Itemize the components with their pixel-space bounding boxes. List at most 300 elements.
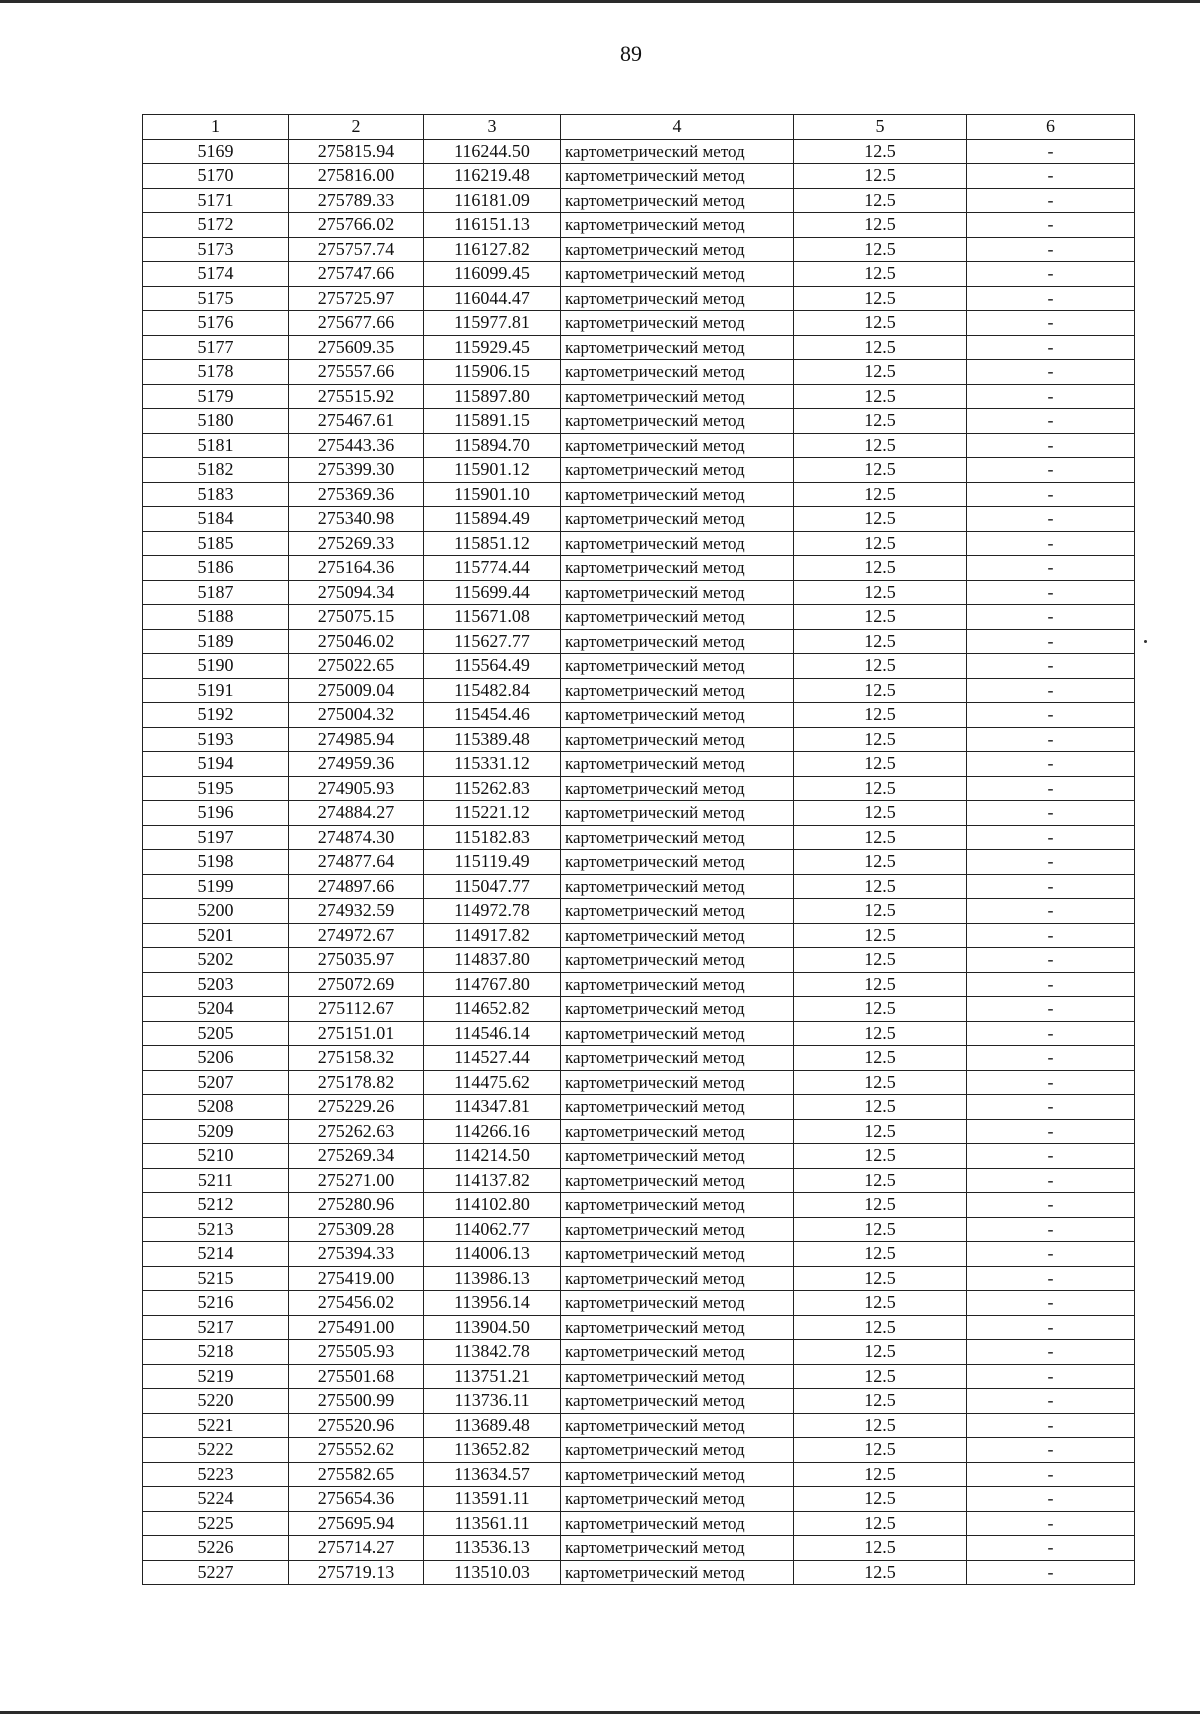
table-row: [143, 948, 1135, 973]
cell-coord-y: 114006.13: [424, 1242, 561, 1267]
cell-accuracy: 12.5: [794, 752, 967, 777]
table-row: [143, 972, 1135, 997]
cell-coord-x: 275399.30: [289, 458, 424, 483]
cell-point-number: 5205: [143, 1021, 289, 1046]
cell-accuracy: 12.5: [794, 1560, 967, 1585]
cell-accuracy: 12.5: [794, 899, 967, 924]
cell-coord-x: 275094.34: [289, 580, 424, 605]
cell-note: -: [967, 507, 1135, 532]
cell-coord-x: 275557.66: [289, 360, 424, 385]
cell-coord-y: 115564.49: [424, 654, 561, 679]
cell-method: картометрический метод: [561, 654, 794, 679]
cell-method: картометрический метод: [561, 1095, 794, 1120]
cell-coord-y: 115331.12: [424, 752, 561, 777]
cell-method: картометрический метод: [561, 629, 794, 654]
cell-point-number: 5198: [143, 850, 289, 875]
cell-accuracy: 12.5: [794, 1438, 967, 1463]
cell-accuracy: 12.5: [794, 286, 967, 311]
cell-accuracy: 12.5: [794, 1487, 967, 1512]
cell-coord-y: 115454.46: [424, 703, 561, 728]
table-row: [143, 1242, 1135, 1267]
cell-coord-y: 113536.13: [424, 1536, 561, 1561]
cell-accuracy: 12.5: [794, 262, 967, 287]
cell-point-number: 5182: [143, 458, 289, 483]
cell-method: картометрический метод: [561, 948, 794, 973]
cell-coord-x: 275262.63: [289, 1119, 424, 1144]
table-row: [143, 1364, 1135, 1389]
table-row: [143, 1193, 1135, 1218]
table-row: [143, 727, 1135, 752]
cell-coord-x: 274972.67: [289, 923, 424, 948]
cell-method: картометрический метод: [561, 1315, 794, 1340]
cell-method: картометрический метод: [561, 972, 794, 997]
cell-accuracy: 12.5: [794, 458, 967, 483]
table-row: [143, 164, 1135, 189]
cell-method: картометрический метод: [561, 237, 794, 262]
cell-note: -: [967, 335, 1135, 360]
cell-method: картометрический метод: [561, 874, 794, 899]
cell-coord-x: 274877.64: [289, 850, 424, 875]
cell-method: картометрический метод: [561, 335, 794, 360]
cell-accuracy: 12.5: [794, 678, 967, 703]
cell-note: -: [967, 752, 1135, 777]
cell-method: картометрический метод: [561, 1511, 794, 1536]
cell-point-number: 5226: [143, 1536, 289, 1561]
cell-method: картометрический метод: [561, 1536, 794, 1561]
cell-coord-x: 275075.15: [289, 605, 424, 630]
cell-accuracy: 12.5: [794, 1242, 967, 1267]
column-header-1: 1: [143, 115, 289, 140]
cell-method: картометрический метод: [561, 1389, 794, 1414]
cell-accuracy: 12.5: [794, 727, 967, 752]
cell-method: картометрический метод: [561, 1413, 794, 1438]
table-row: [143, 531, 1135, 556]
table-row: [143, 1217, 1135, 1242]
cell-method: картометрический метод: [561, 1266, 794, 1291]
cell-note: -: [967, 311, 1135, 336]
cell-point-number: 5202: [143, 948, 289, 973]
column-header-4: 4: [561, 115, 794, 140]
cell-accuracy: 12.5: [794, 556, 967, 581]
cell-coord-y: 116151.13: [424, 213, 561, 238]
cell-coord-x: 275816.00: [289, 164, 424, 189]
cell-accuracy: 12.5: [794, 654, 967, 679]
cell-accuracy: 12.5: [794, 1315, 967, 1340]
cell-method: картометрический метод: [561, 482, 794, 507]
cell-point-number: 5194: [143, 752, 289, 777]
cell-accuracy: 12.5: [794, 1340, 967, 1365]
cell-accuracy: 12.5: [794, 1266, 967, 1291]
cell-point-number: 5212: [143, 1193, 289, 1218]
cell-note: -: [967, 972, 1135, 997]
cell-coord-y: 116099.45: [424, 262, 561, 287]
cell-point-number: 5220: [143, 1389, 289, 1414]
cell-point-number: 5173: [143, 237, 289, 262]
table-row: [143, 213, 1135, 238]
cell-accuracy: 12.5: [794, 703, 967, 728]
cell-coord-y: 114214.50: [424, 1144, 561, 1169]
cell-accuracy: 12.5: [794, 139, 967, 164]
cell-point-number: 5179: [143, 384, 289, 409]
cell-coord-x: 275654.36: [289, 1487, 424, 1512]
header-row: [143, 115, 1135, 140]
cell-coord-x: 274932.59: [289, 899, 424, 924]
cell-point-number: 5181: [143, 433, 289, 458]
cell-note: -: [967, 654, 1135, 679]
cell-coord-y: 115901.10: [424, 482, 561, 507]
cell-coord-y: 114102.80: [424, 1193, 561, 1218]
cell-coord-x: 275035.97: [289, 948, 424, 973]
cell-note: -: [967, 1340, 1135, 1365]
cell-note: -: [967, 1021, 1135, 1046]
cell-method: картометрический метод: [561, 384, 794, 409]
cell-point-number: 5201: [143, 923, 289, 948]
cell-coord-y: 116044.47: [424, 286, 561, 311]
cell-point-number: 5178: [143, 360, 289, 385]
cell-coord-y: 114917.82: [424, 923, 561, 948]
table-row: [143, 1095, 1135, 1120]
cell-coord-y: 113591.11: [424, 1487, 561, 1512]
cell-point-number: 5175: [143, 286, 289, 311]
cell-coord-x: 274874.30: [289, 825, 424, 850]
cell-point-number: 5196: [143, 801, 289, 826]
cell-accuracy: 12.5: [794, 605, 967, 630]
cell-point-number: 5192: [143, 703, 289, 728]
table-row: [143, 1511, 1135, 1536]
cell-accuracy: 12.5: [794, 972, 967, 997]
cell-note: -: [967, 1364, 1135, 1389]
cell-point-number: 5214: [143, 1242, 289, 1267]
cell-coord-y: 114347.81: [424, 1095, 561, 1120]
table-row: [143, 1266, 1135, 1291]
cell-coord-y: 116219.48: [424, 164, 561, 189]
cell-note: -: [967, 531, 1135, 556]
cell-point-number: 5208: [143, 1095, 289, 1120]
cell-note: -: [967, 678, 1135, 703]
cell-coord-y: 114972.78: [424, 899, 561, 924]
coordinates-table: [142, 114, 1135, 1585]
cell-coord-y: 115774.44: [424, 556, 561, 581]
table-row: [143, 556, 1135, 581]
cell-note: -: [967, 1070, 1135, 1095]
cell-accuracy: 12.5: [794, 1168, 967, 1193]
cell-method: картометрический метод: [561, 556, 794, 581]
cell-coord-y: 116181.09: [424, 188, 561, 213]
cell-accuracy: 12.5: [794, 409, 967, 434]
cell-coord-x: 275072.69: [289, 972, 424, 997]
cell-coord-y: 115119.49: [424, 850, 561, 875]
cell-coord-y: 116244.50: [424, 139, 561, 164]
cell-method: картометрический метод: [561, 360, 794, 385]
cell-accuracy: 12.5: [794, 1144, 967, 1169]
cell-point-number: 5203: [143, 972, 289, 997]
table-row: [143, 1340, 1135, 1365]
cell-note: -: [967, 776, 1135, 801]
cell-coord-x: 275695.94: [289, 1511, 424, 1536]
table-row: [143, 1046, 1135, 1071]
cell-note: -: [967, 360, 1135, 385]
cell-coord-y: 115851.12: [424, 531, 561, 556]
cell-coord-y: 115182.83: [424, 825, 561, 850]
cell-point-number: 5210: [143, 1144, 289, 1169]
cell-coord-x: 275491.00: [289, 1315, 424, 1340]
cell-coord-y: 115389.48: [424, 727, 561, 752]
cell-accuracy: 12.5: [794, 1070, 967, 1095]
cell-method: картометрический метод: [561, 727, 794, 752]
cell-coord-y: 114546.14: [424, 1021, 561, 1046]
cell-coord-x: 275505.93: [289, 1340, 424, 1365]
cell-coord-y: 113904.50: [424, 1315, 561, 1340]
cell-point-number: 5223: [143, 1462, 289, 1487]
cell-coord-y: 114062.77: [424, 1217, 561, 1242]
cell-note: -: [967, 1266, 1135, 1291]
cell-note: -: [967, 1242, 1135, 1267]
cell-point-number: 5187: [143, 580, 289, 605]
cell-coord-x: 275747.66: [289, 262, 424, 287]
cell-coord-y: 115929.45: [424, 335, 561, 360]
table-row: [143, 703, 1135, 728]
cell-note: -: [967, 1291, 1135, 1316]
cell-accuracy: 12.5: [794, 360, 967, 385]
cell-point-number: 5176: [143, 311, 289, 336]
cell-note: -: [967, 727, 1135, 752]
cell-accuracy: 12.5: [794, 335, 967, 360]
cell-method: картометрический метод: [561, 458, 794, 483]
cell-method: картометрический метод: [561, 850, 794, 875]
cell-note: -: [967, 262, 1135, 287]
cell-note: -: [967, 139, 1135, 164]
cell-coord-x: 275164.36: [289, 556, 424, 581]
cell-note: -: [967, 1315, 1135, 1340]
cell-coord-y: 114527.44: [424, 1046, 561, 1071]
cell-accuracy: 12.5: [794, 1193, 967, 1218]
scan-artifact-dot: [1144, 640, 1147, 643]
cell-point-number: 5177: [143, 335, 289, 360]
cell-note: -: [967, 997, 1135, 1022]
cell-accuracy: 12.5: [794, 1413, 967, 1438]
cell-method: картометрический метод: [561, 580, 794, 605]
cell-point-number: 5169: [143, 139, 289, 164]
cell-point-number: 5172: [143, 213, 289, 238]
cell-coord-y: 115894.70: [424, 433, 561, 458]
cell-accuracy: 12.5: [794, 164, 967, 189]
cell-coord-x: 275515.92: [289, 384, 424, 409]
cell-coord-x: 274884.27: [289, 801, 424, 826]
table-row: [143, 286, 1135, 311]
cell-coord-y: 114652.82: [424, 997, 561, 1022]
cell-coord-x: 275757.74: [289, 237, 424, 262]
table-row: [143, 752, 1135, 777]
cell-note: -: [967, 458, 1135, 483]
cell-point-number: 5184: [143, 507, 289, 532]
cell-coord-x: 275009.04: [289, 678, 424, 703]
cell-accuracy: 12.5: [794, 384, 967, 409]
table-row: [143, 776, 1135, 801]
cell-note: -: [967, 850, 1135, 875]
cell-coord-y: 116127.82: [424, 237, 561, 262]
cell-coord-y: 113736.11: [424, 1389, 561, 1414]
page-number: 89: [620, 41, 642, 66]
cell-coord-y: 113842.78: [424, 1340, 561, 1365]
cell-note: -: [967, 188, 1135, 213]
cell-point-number: 5170: [143, 164, 289, 189]
cell-coord-x: 275582.65: [289, 1462, 424, 1487]
cell-coord-y: 113956.14: [424, 1291, 561, 1316]
cell-coord-x: 275369.36: [289, 482, 424, 507]
cell-coord-x: 274985.94: [289, 727, 424, 752]
cell-method: картометрический метод: [561, 1487, 794, 1512]
table-header: [143, 115, 1135, 140]
cell-note: -: [967, 164, 1135, 189]
table-row: [143, 997, 1135, 1022]
cell-note: -: [967, 1560, 1135, 1585]
cell-coord-x: 274959.36: [289, 752, 424, 777]
cell-point-number: 5206: [143, 1046, 289, 1071]
cell-accuracy: 12.5: [794, 1291, 967, 1316]
cell-coord-x: 275269.33: [289, 531, 424, 556]
cell-coord-x: 275714.27: [289, 1536, 424, 1561]
scan-edge-top: [0, 0, 1200, 3]
cell-coord-y: 115671.08: [424, 605, 561, 630]
cell-accuracy: 12.5: [794, 433, 967, 458]
cell-method: картометрический метод: [561, 1340, 794, 1365]
cell-coord-x: 275004.32: [289, 703, 424, 728]
table-row: [143, 923, 1135, 948]
cell-method: картометрический метод: [561, 1021, 794, 1046]
cell-note: -: [967, 1511, 1135, 1536]
cell-note: -: [967, 605, 1135, 630]
cell-coord-x: 275789.33: [289, 188, 424, 213]
cell-method: картометрический метод: [561, 899, 794, 924]
cell-coord-x: 275719.13: [289, 1560, 424, 1585]
cell-accuracy: 12.5: [794, 776, 967, 801]
cell-accuracy: 12.5: [794, 874, 967, 899]
column-header-3: 3: [424, 115, 561, 140]
cell-coord-y: 113689.48: [424, 1413, 561, 1438]
cell-point-number: 5186: [143, 556, 289, 581]
cell-point-number: 5207: [143, 1070, 289, 1095]
cell-note: -: [967, 1119, 1135, 1144]
cell-accuracy: 12.5: [794, 311, 967, 336]
cell-note: -: [967, 409, 1135, 434]
cell-accuracy: 12.5: [794, 1511, 967, 1536]
table-row: [143, 801, 1135, 826]
cell-method: картометрический метод: [561, 1046, 794, 1071]
cell-accuracy: 12.5: [794, 482, 967, 507]
cell-coord-x: 275520.96: [289, 1413, 424, 1438]
cell-point-number: 5225: [143, 1511, 289, 1536]
cell-point-number: 5193: [143, 727, 289, 752]
cell-accuracy: 12.5: [794, 825, 967, 850]
table-row: [143, 1119, 1135, 1144]
cell-note: -: [967, 1438, 1135, 1463]
cell-coord-y: 113634.57: [424, 1462, 561, 1487]
table-row: [143, 1462, 1135, 1487]
cell-method: картометрический метод: [561, 1193, 794, 1218]
cell-coord-x: 275419.00: [289, 1266, 424, 1291]
cell-coord-x: 275151.01: [289, 1021, 424, 1046]
cell-coord-x: 275022.65: [289, 654, 424, 679]
cell-note: -: [967, 703, 1135, 728]
cell-point-number: 5185: [143, 531, 289, 556]
cell-coord-y: 114266.16: [424, 1119, 561, 1144]
cell-coord-y: 115627.77: [424, 629, 561, 654]
cell-coord-y: 115977.81: [424, 311, 561, 336]
cell-coord-x: 275309.28: [289, 1217, 424, 1242]
cell-method: картометрический метод: [561, 1364, 794, 1389]
cell-point-number: 5217: [143, 1315, 289, 1340]
cell-point-number: 5219: [143, 1364, 289, 1389]
cell-accuracy: 12.5: [794, 580, 967, 605]
cell-note: -: [967, 825, 1135, 850]
column-header-6: 6: [967, 115, 1135, 140]
table-row: [143, 262, 1135, 287]
cell-note: -: [967, 923, 1135, 948]
cell-accuracy: 12.5: [794, 1389, 967, 1414]
cell-note: -: [967, 899, 1135, 924]
cell-point-number: 5188: [143, 605, 289, 630]
cell-method: картометрический метод: [561, 507, 794, 532]
cell-point-number: 5200: [143, 899, 289, 924]
cell-method: картометрический метод: [561, 1217, 794, 1242]
cell-accuracy: 12.5: [794, 997, 967, 1022]
table-row: [143, 139, 1135, 164]
cell-point-number: 5227: [143, 1560, 289, 1585]
table-row: [143, 237, 1135, 262]
table-row: [143, 1413, 1135, 1438]
cell-coord-x: 275229.26: [289, 1095, 424, 1120]
cell-method: картометрический метод: [561, 678, 794, 703]
cell-coord-x: 274897.66: [289, 874, 424, 899]
table-row: [143, 874, 1135, 899]
cell-coord-y: 115891.15: [424, 409, 561, 434]
cell-point-number: 5213: [143, 1217, 289, 1242]
cell-method: картометрический метод: [561, 1119, 794, 1144]
table-row: [143, 311, 1135, 336]
cell-method: картометрический метод: [561, 1462, 794, 1487]
table-row: [143, 433, 1135, 458]
cell-accuracy: 12.5: [794, 1095, 967, 1120]
cell-note: -: [967, 1487, 1135, 1512]
coordinates-table-container: [142, 114, 1134, 1585]
table-row: [143, 629, 1135, 654]
table-row: [143, 825, 1135, 850]
cell-coord-x: 275456.02: [289, 1291, 424, 1316]
cell-accuracy: 12.5: [794, 1462, 967, 1487]
column-header-2: 2: [289, 115, 424, 140]
cell-coord-y: 115894.49: [424, 507, 561, 532]
cell-method: картометрический метод: [561, 164, 794, 189]
cell-coord-y: 115906.15: [424, 360, 561, 385]
cell-accuracy: 12.5: [794, 629, 967, 654]
cell-note: -: [967, 286, 1135, 311]
cell-note: -: [967, 1193, 1135, 1218]
cell-note: -: [967, 1046, 1135, 1071]
cell-coord-x: 275280.96: [289, 1193, 424, 1218]
table-row: [143, 899, 1135, 924]
cell-point-number: 5191: [143, 678, 289, 703]
cell-method: картометрический метод: [561, 825, 794, 850]
cell-coord-x: 275725.97: [289, 286, 424, 311]
cell-point-number: 5222: [143, 1438, 289, 1463]
cell-note: -: [967, 1144, 1135, 1169]
table-row: [143, 1536, 1135, 1561]
cell-coord-x: 275112.67: [289, 997, 424, 1022]
cell-accuracy: 12.5: [794, 1119, 967, 1144]
cell-coord-x: 275815.94: [289, 139, 424, 164]
table-row: [143, 1070, 1135, 1095]
cell-method: картометрический метод: [561, 1144, 794, 1169]
